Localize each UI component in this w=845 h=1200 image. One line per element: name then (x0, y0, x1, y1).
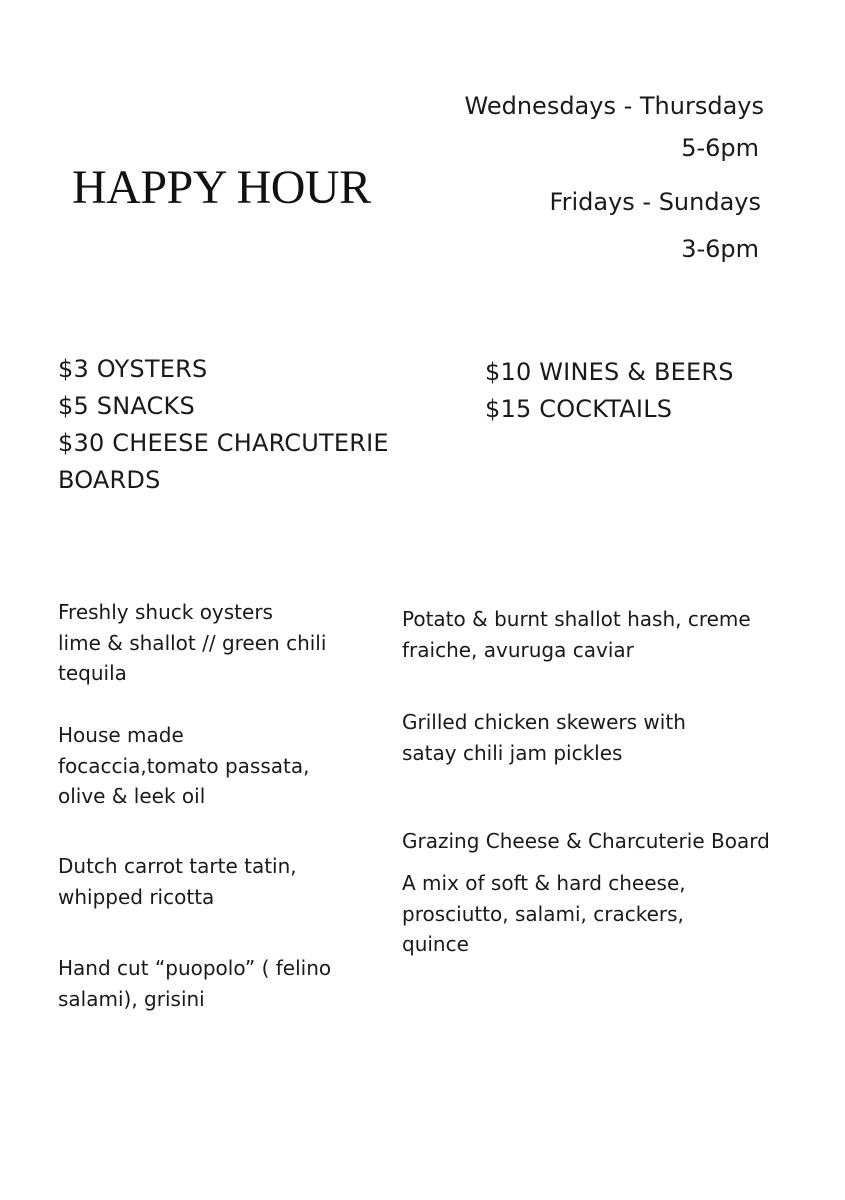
schedule-time-2: 3-6pm (681, 235, 759, 263)
price-cheese-charcuterie: $30 CHEESE CHARCUTERIE (58, 429, 389, 457)
schedule-days-2: Fridays - Sundays (549, 188, 761, 216)
menu-item-line: Hand cut “puopolo” ( felino (58, 956, 332, 980)
menu-item-line: tequila (58, 661, 127, 685)
page-title: HAPPY HOUR (72, 161, 371, 214)
menu-item-line: A mix of soft & hard cheese, (402, 871, 686, 895)
menu-item-line: Freshly shuck oysters (58, 600, 273, 624)
schedule-time-1: 5-6pm (681, 134, 759, 162)
menu-item-grazing-board-heading: Grazing Cheese & Charcuterie Board (402, 829, 770, 853)
menu-item-line: lime & shallot // green chili (58, 630, 327, 655)
menu-item-grazing-board (402, 868, 686, 960)
menu-item-line: whipped ricotta (58, 884, 215, 909)
menu-item-line: House made (58, 723, 184, 747)
menu-item-line: satay chili jam pickles (402, 740, 623, 765)
menu-item-oysters (58, 597, 326, 689)
menu-item-line: focaccia,tomato passata, (58, 753, 310, 778)
price-cheese-charcuterie-boards: BOARDS (58, 466, 161, 494)
menu-item-salami (58, 953, 331, 1014)
menu-item-line: quince (402, 932, 469, 956)
menu-item-line: Grilled chicken skewers with (402, 710, 686, 734)
price-wines-beers: $10 WINES & BEERS (485, 358, 734, 386)
price-cocktails: $15 COCKTAILS (485, 395, 673, 423)
menu-item-focaccia (58, 720, 309, 812)
menu-item-tarte-tatin (58, 851, 297, 912)
price-snacks: $5 SNACKS (58, 392, 195, 420)
menu-item-line: Potato & burnt shallot hash, creme (402, 607, 751, 631)
menu-item-line: fraiche, avuruga caviar (402, 637, 634, 662)
price-oysters: $3 OYSTERS (58, 355, 208, 383)
schedule-days-1: Wednesdays - Thursdays (464, 92, 764, 120)
menu-item-line: Dutch carrot tarte tatin, (58, 854, 297, 878)
menu-item-line: prosciutto, salami, crackers, (402, 901, 684, 926)
menu-item-line: salami), grisini (58, 986, 205, 1011)
menu-item-line: olive & leek oil (58, 784, 206, 808)
menu-item-potato-hash (402, 604, 751, 665)
menu-item-chicken-skewers (402, 707, 686, 768)
